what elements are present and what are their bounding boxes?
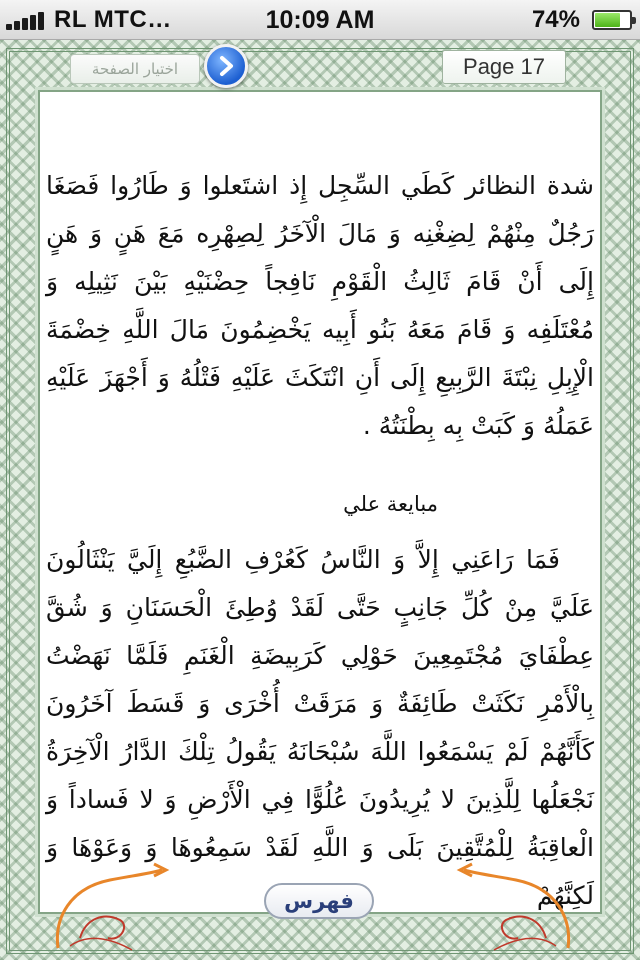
page-number-label[interactable]: Page 17 <box>442 50 566 84</box>
chevron-right-icon <box>215 55 237 77</box>
paragraph: فَمَا رَاعَنِي إِلاَّ وَ النَّاسُ كَعُرْفِ الضَّبُعِ إِلَيَّ يَنْثَالُونَ عَلَيَّ مِنْ كُلِّ جَانِبٍ حَتَّى لَقَدْ وُطِئَ الْحَسَنَانِ وَ شُقَّ عِطْفَايَ مُجْتَمِعِينَ حَوْلِي كَرَبِيضَةِ الْغَنَمِ فَلَمَّا نَهَضْتُ بِالْأَمْرِ نَكَثَتْ طَائِفَةٌ وَ مَرَقَتْ أُخْرَى وَ قَسَطَ آخَرُونَ كَأَنَّهُمْ لَمْ يَسْمَعُوا اللَّهَ سُبْحَانَهُ يَقُولُ تِلْكَ الدَّارُ الْآخِرَةُ نَجْعَلُها لِلَّذِينَ لا يُرِيدُونَ عُلُوًّا فِي الْأَرْضِ وَ لا فَساداً وَ الْعاقِبَةُ لِلْمُتَّقِينَ بَلَى وَ اللَّهِ لَقَدْ سَمِعُوهَا وَ وَعَوْهَا وَ لَكِنَّهُمْ <box>46 545 594 910</box>
swirl-arrow-left-icon <box>50 858 170 954</box>
battery-level-fill <box>595 13 620 27</box>
choose-page-button[interactable]: اختيار الصفحة <box>70 54 200 84</box>
battery-icon <box>592 10 632 30</box>
next-page-button[interactable] <box>204 44 248 88</box>
section-title: مبايعة علي <box>343 492 438 516</box>
status-bar <box>0 0 640 40</box>
paragraph: شدة النظائر كَطَي السِّجِل إِذ اشتَعلوا وَ طَارُوا فَصَغَا رَجُلٌ مِنْهُمْ لِضِغْنِه وَ مَالَ الْآخَرُ لِصِهْرِه مَعَ هَنٍ وَ هَنٍ إِلَى أَنْ قَامَ ثَالِثُ الْقَوْمِ نَافِجاً حِضْنَيْهِ بَيْنَ نَثِيلِه وَ مُعْتَلَفِه وَ قَامَ مَعَهُ بَنُو أَبِيه يَخْضِمُونَ مَالَ اللَّهِ خِضْمَةَ الْإِبِلِ نِبْتَةَ الرَّبِيعِ إِلَى أَنِ انْتَكَثَ عَلَيْهِ فَتْلُهُ وَ أَجْهَزَ عَلَيْهِ عَمَلُهُ وَ كَبَتْ بِه بِطْنَتُهُ . <box>46 171 594 440</box>
swirl-arrow-right-icon <box>456 858 576 954</box>
index-button[interactable]: فهرس <box>264 883 374 919</box>
battery-percent: 74% <box>531 6 580 33</box>
status-time: 10:09 AM <box>265 6 375 34</box>
carrier-name: RL MTC… <box>54 6 172 33</box>
